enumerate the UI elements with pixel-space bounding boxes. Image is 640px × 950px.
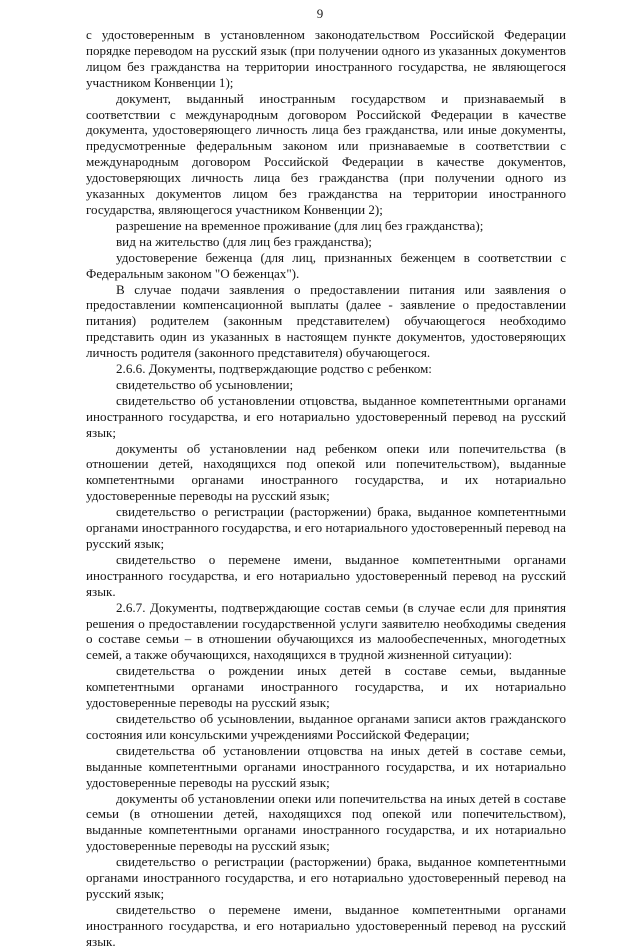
paragraph: документы об установлении над ребенком опеки или попечительства (в отношении детей, находящихся под опекой или попечительством), выданные компетентными органами иностранного государства, и их нотариально удостоверенные переводы на русский язык;	[86, 440, 566, 504]
paragraph: В случае подачи заявления о предоставлении питания или заявления о предоставлении компенсационной выплаты (далее - заявление о предоставлении питания) родителем (законным представителем) обучающегося необходимо представить один из указанных в настоящем пункте документов, удостоверяющих личность родителя (законного представителя) обучающегося.	[86, 281, 566, 361]
paragraph: свидетельство об усыновлении, выданное органами записи актов гражданского состояния или консульскими учреждениями Российской Федерации;	[86, 710, 566, 742]
paragraph: свидетельство о регистрации (расторжении) брака, выданное компетентными органами иностранного государства, и его нотариального удостоверенный перевод на русский язык;	[86, 504, 566, 551]
paragraph: свидетельство о перемене имени, выданное компетентными органами иностранного государства, и его нотариально удостоверенный перевод на русский язык.	[86, 901, 566, 949]
paragraph: документы об установлении опеки или попечительства на иных детей в составе семьи (в отношении детей, находящихся под опекой или попечительством), выданные компетентными органами иностранного государства, и их нотариально удостоверенные переводы на русский язык;	[86, 790, 566, 854]
paragraph: разрешение на временное проживание (для лиц без гражданства);	[116, 217, 484, 233]
paragraph: с удостоверенным в установленном законодательством Российской Федерации порядке переводом на русский язык (при получении одного из указанных документов лицом без гражданства на территории иностранного государства, не являющегося участником Конвенции 1);	[86, 27, 566, 90]
page-number: 9	[316, 6, 324, 21]
paragraph: свидетельство о перемене имени, выданное компетентными органами иностранного государства, и его нотариально удостоверенный перевод на русский язык.	[86, 551, 566, 599]
section-heading: 2.6.7. Документы, подтверждающие состав семьи (в случае если для принятия решения о предоставлении государственной услуги заявителю необходимы сведения о составе семьи – в отношении обучающихся из малообеспеченных, многодетных семей, а также обучающихся, находящихся в трудной жизненной ситуации):	[86, 599, 566, 663]
paragraph: удостоверение беженца (для лиц, признанных беженцем в соответствии с Федеральным законом "О беженцах").	[86, 249, 566, 281]
paragraph: документ, выданный иностранным государством и признаваемый в соответствии с международным договором Российской Федерации в качестве документа, удостоверяющего личность лица без гражданства, или иные документы, предусмотренные федеральным законом или признаваемые в соответствии с международным договором Российской Федерации в качестве документов, удостоверяющих личность лица без гражданства (при получении одного из указанных документов лицом без гражданства на территории иностранного государства, являющегося участником Конвенции 2);	[86, 90, 566, 217]
paragraph: свидетельство об установлении отцовства, выданное компетентными органами иностранного государства, и его нотариально удостоверенный перевод на русский язык;	[86, 392, 566, 440]
section-heading: 2.6.6. Документы, подтверждающие родство с ребенком:	[116, 361, 432, 377]
paragraph: свидетельства о рождении иных детей в составе семьи, выданные компетентными органами иностранного государства, и их нотариально удостоверенные переводы на русский язык;	[86, 663, 566, 711]
paragraph: свидетельство о регистрации (расторжении) брака, выданное компетентными органами иностранного государства, и его нотариально удостоверенный перевод на русский язык;	[86, 854, 566, 901]
paragraph: вид на жительство (для лиц без гражданства);	[116, 233, 372, 249]
paragraph: свидетельство об усыновлении;	[116, 376, 294, 392]
paragraph: свидетельства об установлении отцовства на иных детей в составе семьи, выданные компетентными органами иностранного государства, и их нотариально удостоверенные переводы на русский язык;	[86, 742, 566, 790]
document-body	[86, 27, 566, 950]
